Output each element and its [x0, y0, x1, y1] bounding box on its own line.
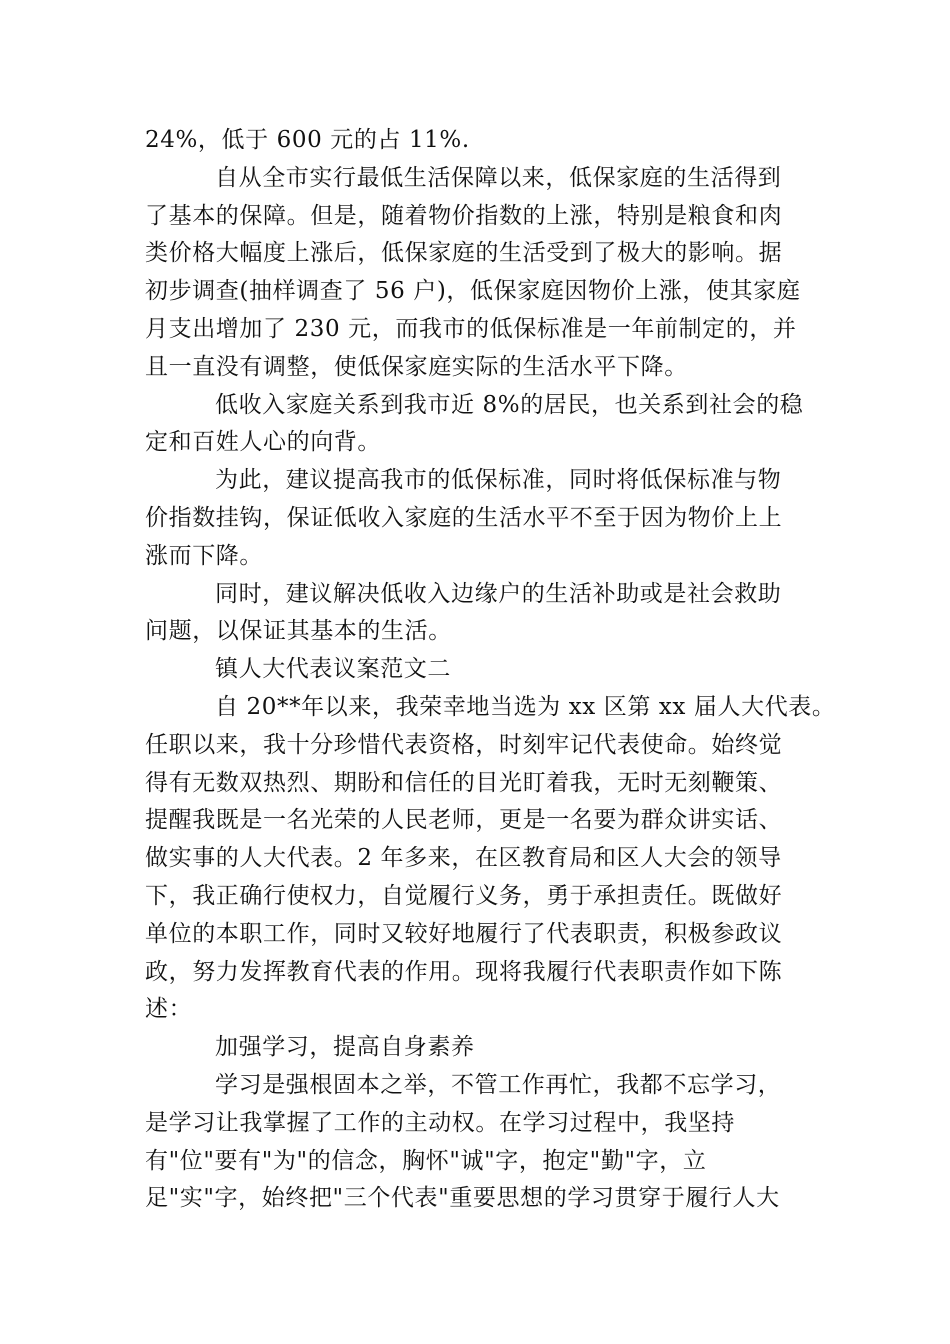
text-line: 初步调查(抽样调查了 56 户)，低保家庭因物价上涨，使其家庭 [145, 278, 801, 305]
text-line: 为此，建议提高我市的低保标准，同时将低保标准与物 [215, 467, 782, 494]
text-line: 了基本的保障。但是，随着物价指数的上涨，特别是粮食和肉 [145, 202, 783, 229]
text-line: 述： [145, 996, 193, 1023]
text-line: 24%，低于 600 元的占 11%. [145, 127, 470, 153]
text-line: 单位的本职工作，同时又较好地履行了代表职责，积极参政议 [145, 920, 783, 947]
text-line: 提醒我既是一名光荣的人民老师，更是一名要为群众讲实话、 [145, 807, 783, 834]
text-line: 下，我正确行使权力，自觉履行义务，勇于承担责任。既做好 [145, 882, 783, 909]
text-line: 价指数挂钩，保证低收入家庭的生活水平不至于因为物价上上 [145, 504, 783, 531]
text-line: 涨而下降。 [145, 542, 263, 569]
text-line: 得有无数双热烈、期盼和信任的目光盯着我，无时无刻鞭策、 [145, 769, 783, 796]
text-line: 学习是强根固本之举，不管工作再忙，我都不忘学习， [215, 1071, 782, 1098]
section-heading: 加强学习，提高自身素养 [215, 1034, 475, 1061]
text-line: 足"实"字，始终把"三个代表"重要思想的学习贯穿于履行人大 [145, 1185, 780, 1212]
text-line: 月支出增加了 230 元，而我市的低保标准是一年前制定的，并 [145, 315, 797, 342]
document-body [145, 122, 836, 1218]
text-line: 自从全市实行最低生活保障以来，低保家庭的生活得到 [215, 164, 782, 191]
text-line: 自 20**年以来，我荣幸地当选为 xx 区第 xx 届人大代表。 [215, 693, 836, 720]
text-line: 有"位"要有"为"的信念，胸怀"诚"字，抱定"勤"字，立 [145, 1147, 707, 1174]
text-line: 类价格大幅度上涨后，低保家庭的生活受到了极大的影响。据 [145, 240, 783, 267]
text-line: 做实事的人大代表。2 年多来，在区教育局和区人大会的领导 [145, 845, 782, 872]
text-line: 任职以来，我十分珍惜代表资格，时刻牢记代表使命。始终觉 [145, 731, 783, 758]
text-line: 同时，建议解决低收入边缘户的生活补助或是社会救助 [215, 580, 782, 607]
text-line: 低收入家庭关系到我市近 8%的居民，也关系到社会的稳 [215, 391, 804, 418]
text-line: 且一直没有调整，使低保家庭实际的生活水平下降。 [145, 353, 688, 380]
text-line: 定和百姓人心的向背。 [145, 429, 381, 456]
text-line: 政，努力发挥教育代表的作用。现将我履行代表职责作如下陈 [145, 958, 783, 985]
section-heading: 镇人大代表议案范文二 [215, 656, 451, 683]
text-line: 是学习让我掌握了工作的主动权。在学习过程中，我坚持 [145, 1109, 735, 1136]
text-line: 问题，以保证其基本的生活。 [145, 618, 452, 645]
